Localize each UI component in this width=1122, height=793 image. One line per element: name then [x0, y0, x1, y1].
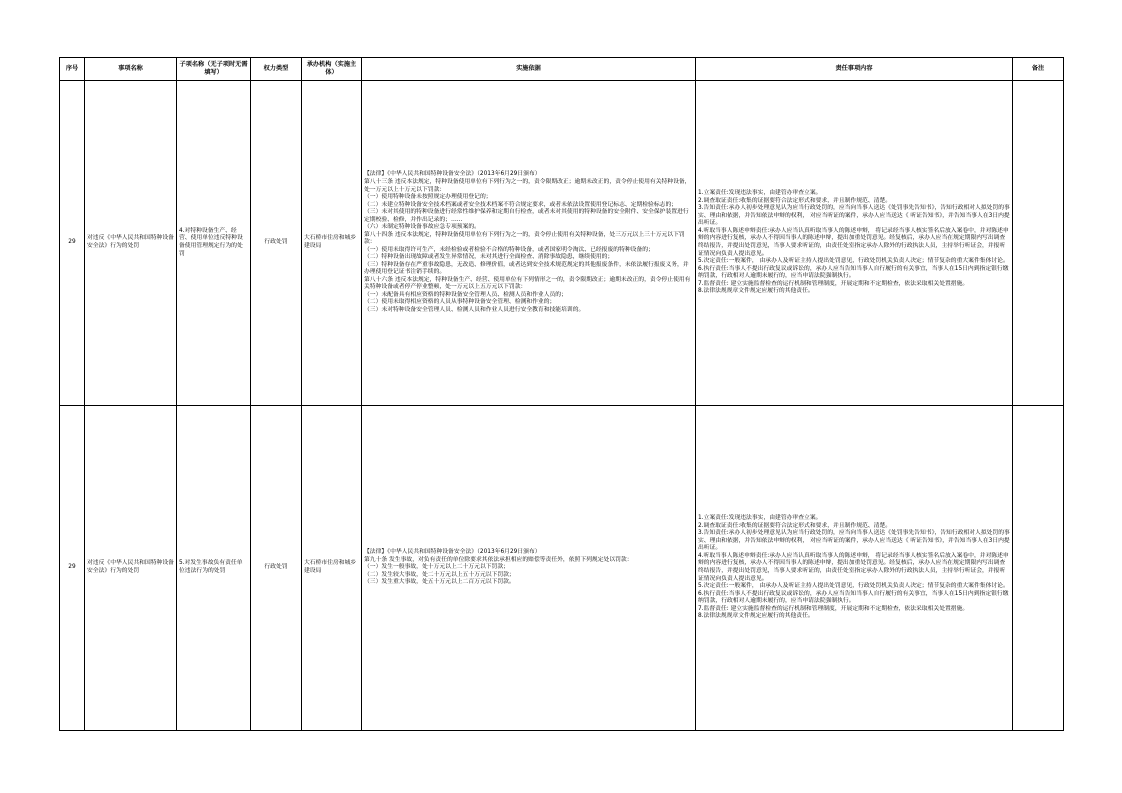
cell-basis: 【法律】《中华人民共和国特种设备安全法》（2013年6月29日颁布） 第八十三条 违反本法规定，特种设备使用单位有下列行为之一的，责令限期改正；逾期未改正的，责令停止使用有关特种设备，处一万元以上十万元以下罚款： （一）使用特种设备未按照规定办理使用登记的； （二）未建立特种设备安全技术档案或者安全技术档案不符合规定要求，或者未依法设置使用登记标志、定期检验标志的； （三）未对其使用的特种设备进行经常性维护保养和定期自行检查，或者未对其使用的特种设备的安全附件、安全保护装置进行定期校验、检修，并作出记录的；…… （六）未制定特种设备事故应急专项预案的。 第八十四条 违反本法规定，特种设备使用单位有下列行为之一的，责令停止使用有关特种设备，处三万元以上三十万元以下罚款： （一）使用未取得许可生产，未经检验或者检验不合格的特种设备，或者国家明令淘汰、已经报废的特种设备的； （二）特种设备出现故障或者发生异常情况，未对其进行全面检查、消除事故隐患，继续使用的； （三）特种设备存在严重事故隐患，无改造、修理价值，或者达到安全技术规范规定的其他报废条件，未依法履行报废义务，并办理使用登记证书注销手续的。 第八十六条 违反本法规定，特种设备生产、经营、使用单位有下列情形之一的，责令限期改正；逾期未改正的，责令停止使用有关特种设备或者停产停业整顿，处一万元以上五万元以下罚款： （一）未配备具有相应资格的特种设备安全管理人员、检测人员和作业人员的； （二）使用未取得相应资格的人员从事特种设备安全管理、检测和作业的； （三）未对特种设备安全管理人员、检测人员和作业人员进行安全教育和技能培训的。 [362, 81, 696, 406]
cell-sub-item: 5.对发生事故负有责任单位违法行为的处罚 [177, 406, 251, 731]
header-remark: 备注 [1013, 58, 1064, 81]
cell-basis: 【法律】《中华人民共和国特种设备安全法》（2013年6月29日颁布） 第九十条 发生事故，对负有责任的单位除要求其依法承担相应的赔偿等责任外，依照下列规定处以罚款： （一）发生一般事故，处十万元以上二十万元以下罚款； （二）发生较大事故，处二十万元以上五十万元以下罚款； （三）发生重大事故，处五十万元以上二百万元以下罚款。 [362, 406, 696, 731]
cell-seq: 29 [60, 81, 85, 406]
cell-remark [1013, 81, 1064, 406]
header-sub-item: 子项名称（无子项时无需填写） [177, 58, 251, 81]
header-row [60, 58, 1064, 81]
header-duty: 责任事项内容 [696, 58, 1013, 81]
cell-remark [1013, 406, 1064, 731]
header-agency: 承办机构（实施主体） [302, 58, 362, 81]
header-seq: 序号 [60, 58, 85, 81]
cell-agency: 大石桥市住房和城乡建设局 [302, 406, 362, 731]
cell-power-type: 行政处罚 [251, 406, 302, 731]
cell-duty: 1.立案责任:发现违法事实，由建管办审查立案。 2.调查取证责任:收集的证据要符合法定形式和要求，并且制作规范、清楚。 3.告知责任:承办人初步处理意见认为应当行政处罚的，应当向当事人送达《处罚事先告知书》，告知行政相对人拟处罚的事实、理由和依据，并告知依法申辩的权利， 对应当听证的案件，承办人应当送达《 听证告知书》，并告知当事人在3日内提出听证。 4.听取当事人陈述申辩责任:承办人应当认真听取当事人的陈述申辩， 将记录经当事人核实签名后放入案卷中，并对陈述申辩的内容进行复核，承办人不得因当事人的陈述申辩，提出加重处罚意见。经复核后，承办人应当在规定期限内写出调查终结报告，并提出处罚意见，当事人要求听证的，由责任处室指定承办人除外的行政执法人员，主持举行听证会，并报听证情况向负责人提出意见。 5.决定责任:一般案件， 由承办人及听证主持人提出处罚意见，行政处罚机关负责人决定；情节复杂的重大案件集体讨论。 6.执行责任:当事人不提出行政复议或诉讼的，承办人应当告知当事人自行履行的有关事宜，当事人在15日内到指定银行缴纳罚款，行政相对人逾期未履行的，应当申请法院强制执行。 7.监督责任: 建立实施监督检查的运行机制和管理制度，开展定期和不定期检查，依法采取相关处置措施。 8.法律法规规章文件规定应履行的其他责任。 [696, 81, 1013, 406]
table-row [60, 406, 1064, 731]
cell-agency: 大石桥市住房和城乡建设局 [302, 81, 362, 406]
cell-item-name: 对违反《中华人民共和国特种设备安全法》行为的处罚 [85, 406, 177, 731]
cell-item-name: 对违反《中华人民共和国特种设备安全法》行为的处罚 [85, 81, 177, 406]
responsibility-table [59, 57, 1064, 731]
header-basis: 实施依据 [362, 58, 696, 81]
cell-duty: 1.立案责任:发现违法事实，由建管办审查立案。 2.调查取证责任:收集的证据要符合法定形式和要求，并且制作规范、清楚。 3.告知责任:承办人初步处理意见认为应当行政处罚的，应当向当事人送达《处罚事先告知书》，告知行政相对人拟处罚的事实、理由和依据，并告知依法申辩的权利， 对应当听证的案件，承办人应当送达《 听证告知书》，并告知当事人在3日内提出听证。 4.听取当事人陈述申辩责任:承办人应当认真听取当事人的陈述申辩， 将记录经当事人核实签名后放入案卷中，并对陈述申辩的内容进行复核，承办人不得因当事人的陈述申辩，提出加重处罚意见。经复核后，承办人应当在规定期限内写出调查终结报告，并提出处罚意见，当事人要求听证的，由责任处室指定承办人除外的行政执法人员，主持举行听证会，并报听证情况向负责人提出意见。 5.决定责任:一般案件， 由承办人及听证主持人提出处罚意见，行政处罚机关负责人决定；情节复杂的重大案件集体讨论。 6.执行责任:当事人不提出行政复议或诉讼的，承办人应当告知当事人自行履行的有关事宜，当事人在15日内到指定银行缴纳罚款，行政相对人逾期未履行的，应当申请法院强制执行。 7.监督责任: 建立实施监督检查的运行机制和管理制度，开展定期和不定期检查，依法采取相关处置措施。 8.法律法规规章文件规定应履行的其他责任。 [696, 406, 1013, 731]
header-item-name: 事项名称 [85, 58, 177, 81]
cell-seq: 29 [60, 406, 85, 731]
table-row [60, 81, 1064, 406]
cell-power-type: 行政处罚 [251, 81, 302, 406]
cell-sub-item: 4.对特种设备生产、经营、使用单位违反特种设备使用管理规定行为的处罚 [177, 81, 251, 406]
header-power-type: 权力类型 [251, 58, 302, 81]
